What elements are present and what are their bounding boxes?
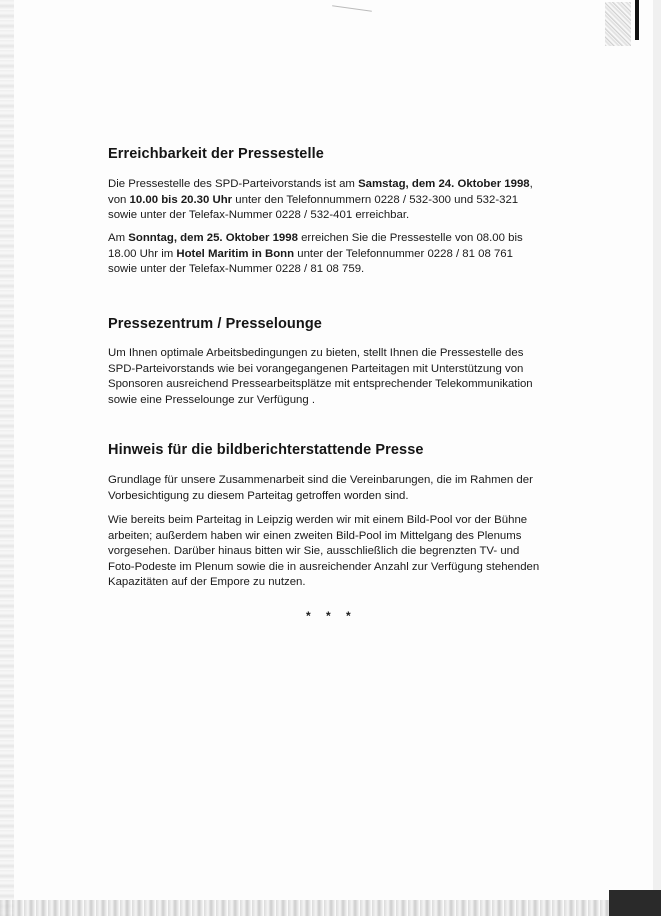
text-run: , von — [108, 178, 533, 206]
paragraph-presscenter: Um Ihnen optimale Arbeitsbedingungen zu bieten, stellt Ihnen die Pressestelle des SPD-Parteivorstands wie bei vorangegangenen Parteitagen mit Unterstützung von Sponsoren ausreichend Pressearbeitsplätze mit entsprechender Telekommunikation sowie eine Presselounge zur Verfügung . — [108, 347, 533, 406]
text-bold: 10.00 bis 20.30 Uhr — [129, 193, 233, 206]
text-run: Am — [108, 232, 129, 244]
paragraph-photo-pool: Wie bereits beim Parteitag in Leipzig werden wir mit einem Bild-Pool vor der Bühne arbeiten; außerdem haben wir einen zweiten Bild-Pool im Mittelgang des Plenums vorgesehen. Darüber hinaus bitten wir Sie, ausschließlich die begrenzten TV- und Foto-Podeste im Plenum sowie die in ausreichender Anzahl zur Verfügung stehenden Kapazitäten auf der Empore zu nutzen. — [108, 514, 540, 588]
text-run: Die Pressestelle des SPD-Parteivorstands ist am — [108, 178, 359, 190]
text-run: erreichen Sie die Pressestelle von 08.00 bis 18.00 Uhr im — [108, 232, 523, 260]
text-bold: Hotel Maritim in Bonn — [176, 247, 295, 260]
text-run: unter der Telefonnummer 0228 / 81 08 761 sowie unter der Telefax-Nummer 0228 / 81 08 759. — [108, 247, 513, 275]
text-bold: Samstag, dem 24. Oktober 1998 — [358, 178, 530, 190]
paragraph-saturday — [108, 177, 540, 224]
scan-artifact-line — [332, 5, 372, 12]
section-heading-reachability: Erreichbarkeit der Pressestelle — [108, 146, 324, 162]
separator-stars: * * * — [306, 609, 357, 623]
paragraph-sunday — [108, 231, 540, 278]
scan-edge-left — [0, 0, 14, 916]
section-heading-presscenter: Pressezentrum / Presselounge — [108, 316, 322, 332]
text-run: unter den Telefonnummern 0228 / 532-300 und 532-321 sowie unter der Telefax-Nummer 0228 / 532-401 erreichbar. — [108, 193, 519, 221]
paragraph-cooperation: Grundlage für unsere Zusammenarbeit sind die Vereinbarungen, die im Rahmen der Vorbesichtigung zu diesem Parteitag getroffen worden sind. — [108, 474, 533, 502]
text-bold: Sonntag, dem 25. Oktober 1998 — [128, 232, 298, 244]
scan-edge-right — [653, 0, 661, 916]
scan-artifact — [605, 2, 631, 46]
scan-artifact-bar — [635, 0, 639, 40]
scan-artifact-corner — [609, 890, 661, 916]
section-heading-photographers: Hinweis für die bildberichterstattende Presse — [108, 442, 424, 458]
scan-edge-bottom — [0, 900, 661, 916]
